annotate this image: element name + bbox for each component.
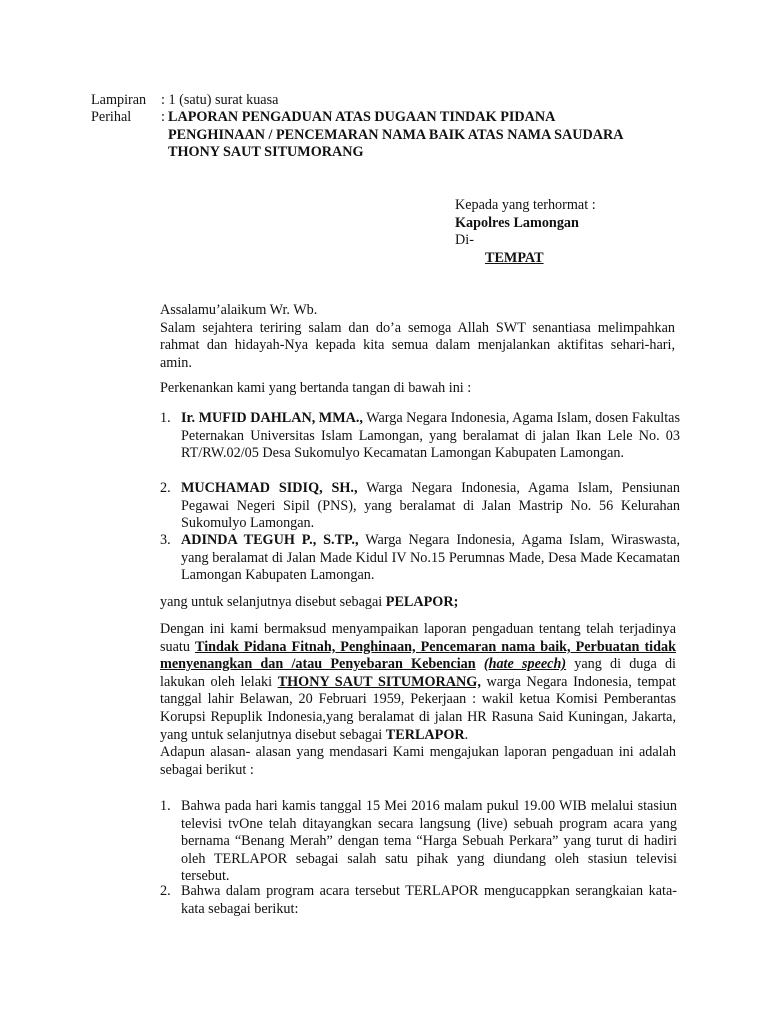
list-item: [160, 410, 680, 463]
list-number: 2.: [160, 480, 171, 496]
reporter-detail: Warga Negara Indonesia, Agama Islam, dosen Fakultas Peternakan Universitas Islam Lamongan, yang beralamat di jalan Ikan Lele No. 03 RT/RW.02/05 Desa Sukomulyo Kecamatan Lamongan Kabupaten Lamongan.: [181, 410, 680, 462]
list-number: 1.: [160, 798, 171, 814]
lampiran-label: Lampiran: [91, 92, 147, 108]
recipient-name: Kapolres Lamongan: [455, 214, 579, 231]
recipient-greeting: Kepada yang terhormat :: [455, 197, 596, 213]
hate-speech-term: (hate speech): [483, 656, 567, 673]
perihal-line-2: PENGHINAAN / PENCEMARAN NAMA BAIK ATAS NAMA SAUDARA: [168, 126, 624, 143]
recipient-di: Di-: [455, 232, 474, 249]
list-number: 3.: [160, 532, 171, 548]
reasons-intro: Adapun alasan- alasan yang mendasari Kami mengajukan laporan pengaduan ini adalah sebagai berikut :: [160, 744, 676, 778]
perihal-line-3: THONY SAUT SITUMORANG: [168, 144, 364, 161]
reason-text: Bahwa pada hari kamis tanggal 15 Mei 2016 malam pukul 19.00 WIB melalui stasiun televisi tvOne telah ditayangkan secara langsung (live) sebuah program acara yang bernama “Benang Merah” dengan tema “Harga Sebuah Perkara” yang turut di hadiri oleh TERLAPOR sebagai salah satu pihak yang diundang oleh stasiun televisi tersebut.: [181, 798, 677, 885]
crime-description: Tindak Pidana Fitnah, Penghinaan, Pencemaran nama baik, Perbuatan tidak menyenangkan dan /atau Penyebaran Kebencian: [160, 638, 677, 673]
suspect-name: THONY SAUT SITUMORANG,: [277, 673, 481, 690]
reporter-detail: Warga Negara Indonesia, Agama Islam, Pensiunan Pegawai Negeri Sipil (PNS), yang beralamat di Jalan Mastrip No. 56 Kelurahan Sukomulyo Lamongan.: [181, 480, 681, 532]
reason-text: Bahwa dalam program acara tersebut TERLAPOR mengucappkan serangkaian kata-kata sebagai berikut:: [181, 883, 677, 917]
perihal-line-1: LAPORAN PENGADUAN ATAS DUGAAN TINDAK PIDANA: [168, 109, 556, 125]
report-text: warga Negara Indonesia, tempat tanggal lahir Belawan, 20 Februari 1959, Pekerjaan : wakil ketua Komisi Pemberantas Korupsi Repuplik Indonesia,yang beralamat di jalan HR Rasuna Said Kuningan, Jakarta, yang untuk selanjutnya disebut sebagai: [160, 673, 676, 743]
report-paragraph: [160, 621, 676, 744]
salam-opening: Assalamu’alaikum Wr. Wb.: [160, 302, 318, 318]
list-number: 1.: [160, 410, 171, 426]
reporter-name: Ir. MUFID DAHLAN, MMA.,: [181, 410, 363, 426]
list-item: [160, 798, 677, 886]
perihal-colon: :: [161, 109, 165, 125]
list-number: 2.: [160, 883, 171, 899]
pelapor-text: yang untuk selanjutnya disebut sebagai: [160, 594, 386, 610]
perihal-label: Perihal: [91, 109, 132, 125]
intro-text: Perkenankan kami yang bertanda tangan di bawah ini :: [160, 380, 472, 396]
reporter-name: ADINDA TEGUH P., S.TP.,: [181, 532, 359, 548]
opening-block: [160, 302, 675, 372]
reporter-name: MUCHAMAD SIDIQ, SH.,: [181, 480, 358, 496]
recipient-place: TEMPAT: [485, 249, 544, 266]
list-item: [160, 883, 677, 918]
pelapor-line: [160, 594, 458, 612]
recipient-block: [455, 197, 596, 267]
terlapor-term: TERLAPOR: [385, 726, 465, 743]
report-text: .: [464, 726, 469, 743]
reporter-detail: Warga Negara Indonesia, Agama Islam, Wiraswasta, yang beralamat di Jalan Made Kidul IV No.15 Perumnas Made, Desa Made Kecamatan Lamongan Kabupaten Lamongan.: [181, 532, 680, 584]
list-item: [160, 480, 680, 533]
report-body: [160, 621, 676, 779]
list-item: [160, 532, 680, 585]
report-text: yang di duga di lakukan oleh lelaki: [160, 656, 676, 690]
lampiran-value: : 1 (satu) surat kuasa: [161, 92, 279, 108]
salam-paragraph: Salam sejahtera teriring salam dan do’a semoga Allah SWT senantiasa melimpahkan rahmat dan hidayah-Nya kepada kita semua dalam menjalankan aktifitas sehari-hari, amin.: [160, 319, 675, 371]
perihal-subject: [168, 109, 708, 162]
report-text: Dengan ini kami bermaksud menyampaikan laporan pengaduan tentang telah terjadinya suatu: [160, 621, 676, 655]
pelapor-term: PELAPOR;: [385, 594, 459, 610]
